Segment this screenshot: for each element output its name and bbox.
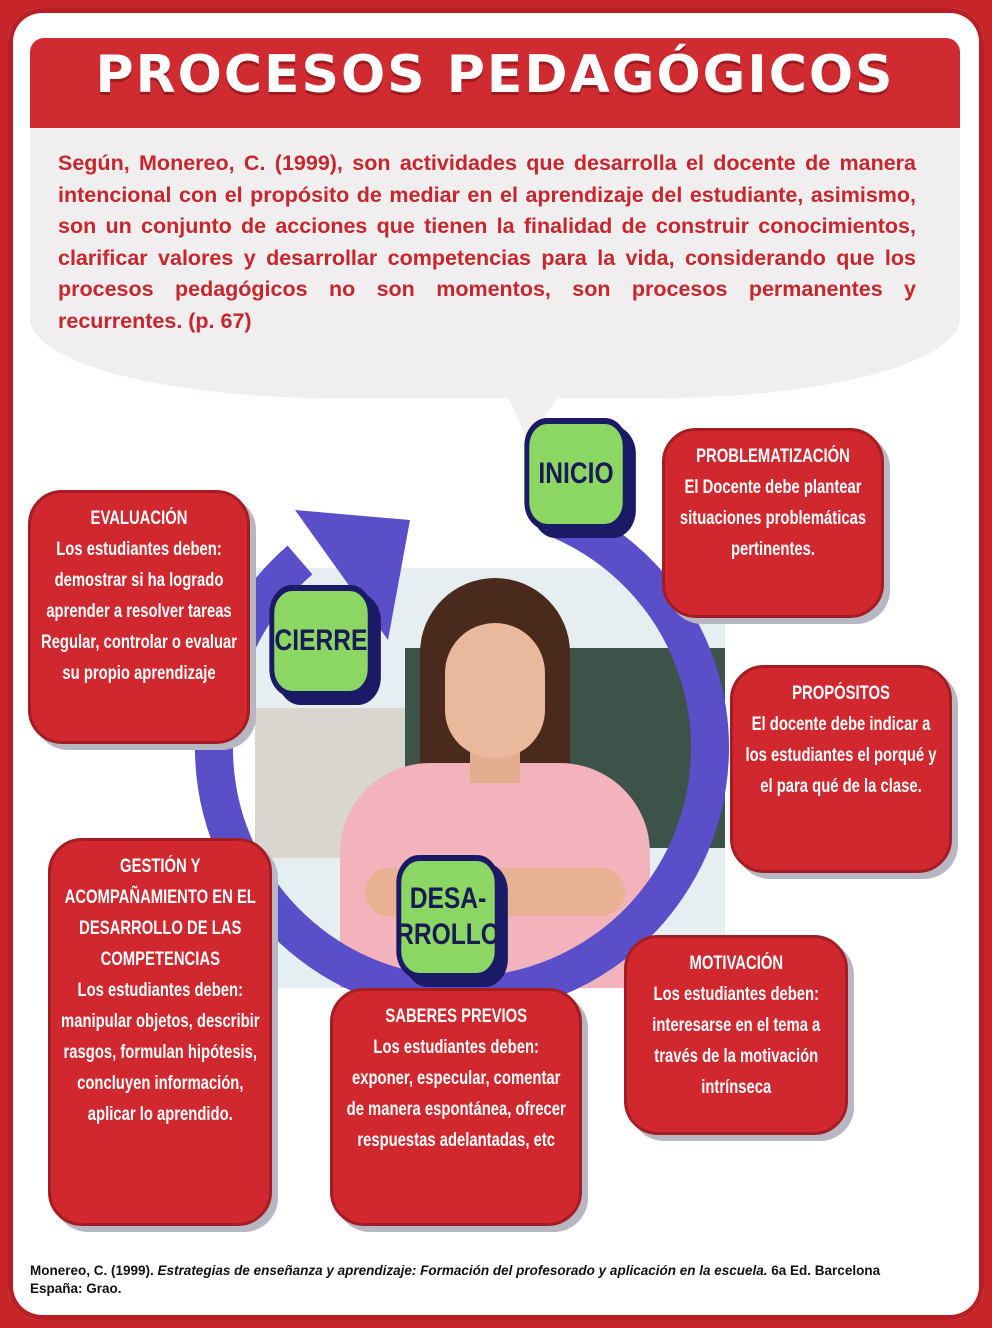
box-problematizacion [662,428,884,618]
box-propositos-text: El docente debe indicar a los estudiantes el porqué y el para qué de la clase. [745,714,937,797]
reference-citation [30,1262,930,1298]
box-evaluacion-text: Los estudiantes deben: demostrar si ha logrado aprender a resolver tareas Regular, controlar o evaluar su propio aprendizaje [40,539,238,684]
stage-inicio [524,418,627,530]
box-motivacion-text: Los estudiantes deben: interesarse en el tema a través de la motivación intrínseca [651,984,821,1098]
box-propositos-title: PROPÓSITOS [792,683,890,704]
box-problematizacion-title: PROBLEMATIZACIÓN [696,446,850,467]
stage-desarrollo-line2: RROLLO [396,918,500,951]
box-propositos [730,665,952,873]
box-saberes-previos-title: SABERES PREVIOS [385,1006,527,1027]
box-saberes-previos [330,988,582,1226]
box-motivacion-title: MOTIVACIÓN [689,953,783,974]
box-evaluacion [28,490,250,744]
citation-author: Monereo, C. (1999). [30,1263,154,1278]
definition-quote: Según, Monereo, C. (1999), son actividades que desarrolla el docente de manera intencional con el propósito de mediar en el aprendizaje del estudiante, asimismo, son un conjunto de acciones que tienen la finalidad de construir conocimientos, clarificar valores y desarrollar competencias para la vida, considerando que los procesos pedagógicos no son momentos, son procesos permanentes y recurrentes. (p. 67) [58,151,916,333]
box-evaluacion-title: EVALUACIÓN [90,508,188,529]
stage-desarrollo-line1: DESA- [409,882,487,915]
stage-desarrollo [396,855,499,979]
citation-book-title: Estrategias de enseñanza y aprendizaje: Formación del profesorado y aplicación en la escuela. [157,1263,768,1278]
stage-desarrollo-label [396,881,500,953]
box-problematizacion-text: El Docente debe plantear situaciones problemáticas pertinentes. [679,477,867,560]
box-saberes-previos-text: Los estudiantes deben: exponer, especular, comentar de manera espontánea, ofrecer respuestas adelantadas, etc [346,1037,566,1151]
box-gestion-text: Los estudiantes deben: manipular objetos, describir rasgos, formulan hipótesis, concluyen información, aplicar lo aprendido. [60,980,260,1125]
box-gestion-acompanamiento [48,838,272,1226]
stage-inicio-label: INICIO [538,457,614,490]
citation-edition: 6a Ed. Barcelona España: Grao. [30,1263,881,1296]
stage-cierre [269,585,372,697]
stage-cierre-label: CIERRE [274,624,368,657]
box-gestion-title: GESTIÓN Y ACOMPAÑAMIENTO EN EL DESARROLLO DE LAS COMPETENCIAS [64,856,256,970]
box-motivacion [624,935,848,1135]
page-title: PROCESOS PEDAGÓGICOS [95,45,895,105]
